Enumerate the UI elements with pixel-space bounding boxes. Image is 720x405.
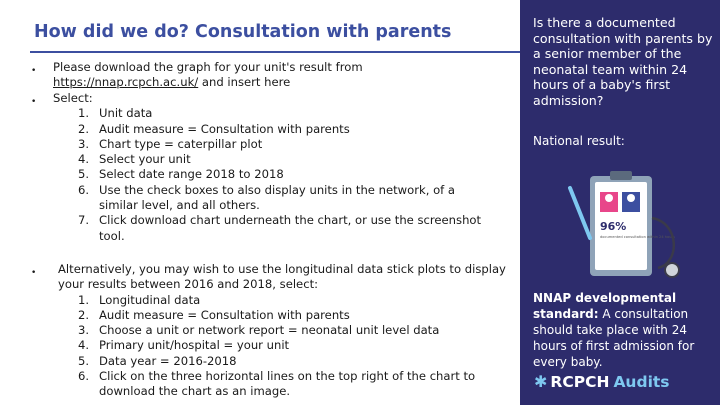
nnap-link[interactable]: https://nnap.rcpch.ac.uk/ (53, 75, 199, 90)
list-text: Data year = 2016-2018 (99, 353, 237, 368)
logo-sub: Audits (613, 372, 670, 391)
list-item (60, 183, 493, 214)
list-item (60, 167, 493, 182)
list-number: 3. (77, 136, 89, 151)
list-item (60, 137, 493, 152)
list-number: 4. (77, 338, 89, 353)
list-text: Select your unit (99, 152, 191, 167)
list-item (60, 323, 516, 338)
list-text: Longitudinal data (99, 292, 201, 307)
list-text: Select date range 2018 to 2018 (99, 167, 284, 182)
list-text: Audit measure = Consultation with parents (99, 307, 350, 322)
list-number: 5. (77, 167, 89, 182)
bullet-select (53, 91, 493, 244)
list-item (60, 213, 493, 244)
audit-question: Is there a documented consultation with parents by a senior member of the neonatal team within 24 hours of a baby's first admission? (533, 15, 713, 108)
list-number: 6. (77, 369, 89, 384)
list-text: Click download chart underneath the chart, or use the screenshot tool. (99, 213, 482, 243)
bullet-marker: • (31, 66, 37, 76)
standard-text: A consultation should take place with 24 hours of first admission for every baby. (533, 307, 695, 369)
list-number: 1. (77, 106, 89, 121)
bullet-download (53, 60, 513, 91)
bullet-alternative (58, 262, 516, 400)
alternative-text: Alternatively, you may wish to use the longitudinal data stick plots to display your results between 2016 and 2018, select: (58, 262, 506, 292)
pen-icon (570, 188, 590, 238)
list-item (60, 369, 516, 400)
list-text: Use the check boxes to also display units in the network, of a similar level, and all others. (99, 182, 456, 213)
list-number: 4. (77, 152, 89, 167)
select-heading: Select: (53, 91, 93, 105)
list-item (60, 122, 493, 137)
list-number: 5. (77, 353, 89, 368)
bullet-marker: • (31, 97, 37, 107)
list-number: 2. (77, 121, 89, 136)
list-item (60, 354, 516, 369)
logo-star-icon: ✱ (534, 372, 548, 391)
list-item (60, 308, 516, 323)
list-item (60, 293, 516, 308)
standard-heading: NNAP developmental standard: (533, 291, 677, 321)
download-after: and insert here (198, 75, 291, 90)
graphic-caption: documented consultation within 24 hours (600, 235, 675, 239)
logo-main: RCPCH (550, 372, 610, 391)
clipboard-stethoscope-illustration (550, 168, 700, 284)
list-number: 6. (77, 182, 89, 197)
list-item (60, 106, 493, 121)
list-text: Choose a unit or network report = neonatal unit level data (99, 323, 440, 338)
title-divider (30, 51, 520, 53)
list-text: Click on the three horizontal lines on the top right of the chart to download the chart as an image. (99, 369, 476, 399)
rcpch-audits-logo (534, 372, 670, 391)
developmental-standard (533, 290, 715, 370)
page-title: How did we do? Consultation with parents (34, 22, 452, 42)
bullet-marker: • (31, 268, 37, 278)
stethoscope-tube (652, 218, 674, 268)
download-text: Please download the graph for your unit's result from (53, 60, 363, 74)
graphic-percent: 96% (600, 220, 627, 233)
list-number: 3. (77, 323, 89, 338)
list-number: 1. (77, 292, 89, 307)
list-number: 7. (77, 213, 89, 228)
list-text: Audit measure = Consultation with parents (99, 121, 350, 136)
stethoscope-chestpiece (665, 263, 679, 277)
list-number: 2. (77, 307, 89, 322)
national-result-label: National result: (533, 134, 625, 148)
list-item (60, 338, 516, 353)
list-text: Primary unit/hospital = your unit (99, 338, 290, 353)
list-text: Unit data (99, 106, 153, 121)
clipboard-clip (610, 171, 632, 180)
list-item (60, 152, 493, 167)
list-text: Chart type = caterpillar plot (99, 136, 263, 151)
